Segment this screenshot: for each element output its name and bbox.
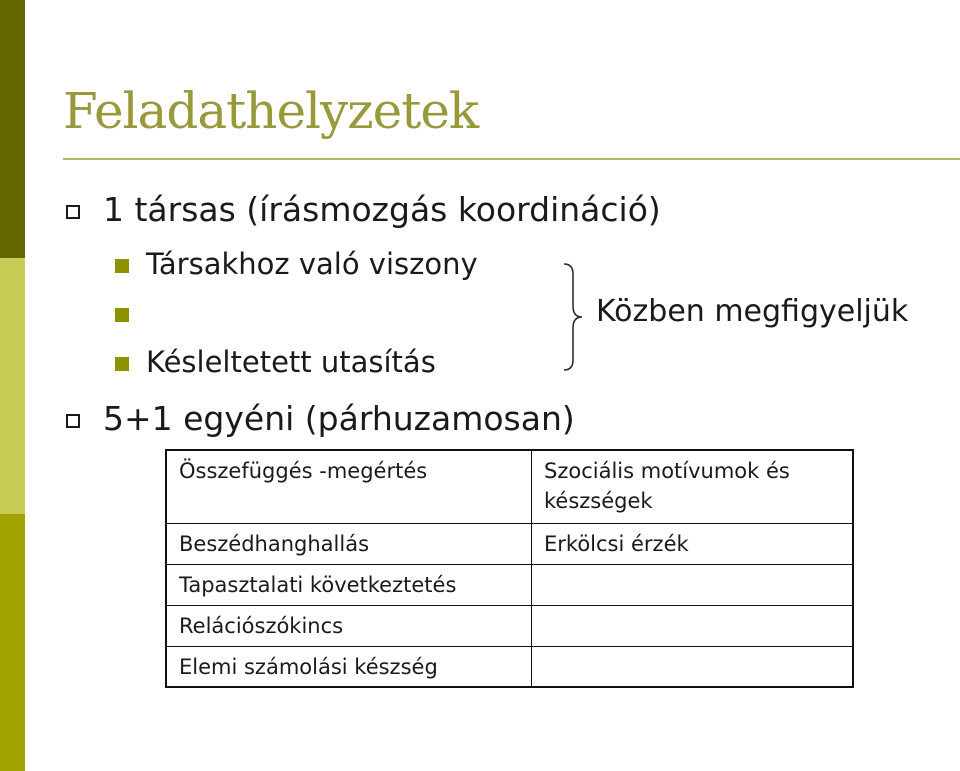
table-row	[166, 523, 853, 564]
table-row	[166, 646, 853, 687]
table-cell: Beszédhanghallás	[166, 523, 532, 564]
square-bullet-icon	[115, 357, 129, 371]
table-row	[166, 605, 853, 646]
bullet-item-social: 1 társas (írásmozgás koordináció)	[103, 190, 661, 229]
slide-title: Feladathelyzetek	[63, 82, 479, 140]
curly-brace-icon	[562, 262, 586, 374]
table-row	[166, 450, 853, 523]
skills-table	[165, 449, 854, 688]
hollow-square-bullet-icon	[66, 414, 80, 428]
square-bullet-icon	[115, 308, 129, 322]
table-cell-text: Szociális motívumok és készségek	[544, 459, 790, 513]
title-underline	[63, 158, 960, 160]
table-cell	[532, 450, 854, 523]
sub-bullet-delayed: Késleltetett utasítás	[146, 345, 436, 379]
sidebar-band-middle	[0, 258, 25, 514]
brace-label: Közben megfigyeljük	[596, 294, 909, 329]
sub-bullet-peers: Társakhoz való viszony	[146, 247, 478, 281]
table-cell: Tapasztalati következtetés	[166, 564, 532, 605]
sidebar-band-bottom	[0, 514, 25, 771]
table-cell	[532, 646, 854, 687]
table-cell: Elemi számolási készség	[166, 646, 532, 687]
table-row	[166, 564, 853, 605]
table-cell	[532, 605, 854, 646]
table-cell: Relációszókincs	[166, 605, 532, 646]
bullet-item-individual: 5+1 egyéni (párhuzamosan)	[103, 399, 575, 438]
table-cell: Összefüggés -megértés	[166, 450, 532, 523]
table-cell	[532, 564, 854, 605]
hollow-square-bullet-icon	[66, 205, 80, 219]
square-bullet-icon	[115, 259, 129, 273]
sidebar-band-top	[0, 0, 25, 258]
table-cell: Erkölcsi érzék	[532, 523, 854, 564]
